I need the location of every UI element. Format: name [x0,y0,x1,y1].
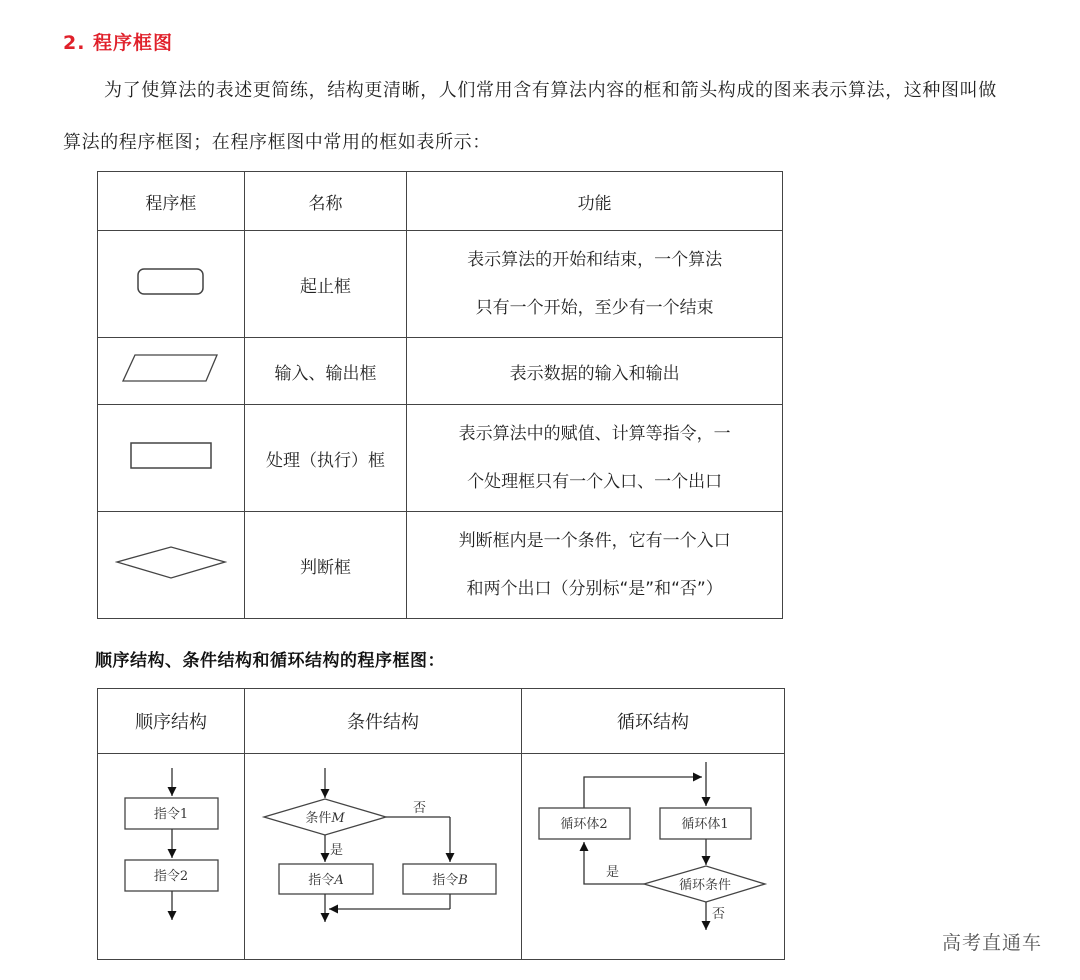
table-row [98,338,783,405]
section-heading: 2. 程序框图 [63,32,174,54]
function-line: 判断框内是一个条件，它有一个入口 [458,531,731,551]
table-header-row [98,172,783,231]
function-line: 表示算法中的赋值、计算等指令，一 [458,424,731,444]
table-row [98,754,785,960]
sequence-diagram-cell [98,754,245,960]
parallelogram-icon [121,353,221,385]
header-loop: 循环结构 [522,689,785,754]
box-b-label: 指令B [432,873,468,888]
function-line: 只有一个开始，至少有一个结束 [475,298,714,318]
rectangle-icon [129,441,213,471]
no-label: 否 [413,801,427,816]
intro-paragraph-line2: 算法的程序框图；在程序框图中常用的框如表所示： [63,132,491,153]
yes-label: 是 [330,843,344,858]
frames-table [97,171,783,619]
frame-function [407,512,783,619]
structures-table [97,688,785,960]
header-sequence: 顺序结构 [98,689,245,754]
shape-cell [98,512,245,619]
loop-condition-label: 循环条件 [678,878,732,893]
watermark: 高考直通车 [942,932,1043,954]
sequence-flowchart [98,754,244,954]
sequence-box1-label: 指令1 [153,807,189,822]
shape-cell [98,405,245,512]
conditional-flowchart [245,754,521,954]
loop-body2-label: 循环体2 [560,817,608,832]
loop-no-label: 否 [712,907,726,922]
frame-function [407,231,783,338]
header-conditional: 条件结构 [245,689,522,754]
table-row [98,405,783,512]
intro-paragraph-line1: 为了使算法的表述更简练，结构更清晰，人们常用含有算法内容的框和箭头构成的图来表示算法，这种图叫做 [104,80,997,101]
header-frame: 程序框 [98,172,245,231]
sequence-box2-label: 指令2 [153,869,189,884]
loop-body1-label: 循环体1 [681,817,729,832]
loop-diagram-cell [522,754,785,960]
header-function: 功能 [407,172,783,231]
loop-flowchart [522,754,784,954]
header-name: 名称 [244,172,406,231]
diamond-icon [115,545,227,581]
structures-subheading: 顺序结构、条件结构和循环结构的程序框图： [95,651,445,671]
conditional-diagram-cell [245,754,522,960]
frame-function [407,405,783,512]
rounded-rect-icon [136,267,206,297]
frame-name: 输入、输出框 [244,338,406,405]
frame-function: 表示数据的输入和输出 [407,338,783,405]
shape-cell [98,231,245,338]
table-header-row [98,689,785,754]
function-line: 表示算法的开始和结束，一个算法 [467,250,723,270]
frame-name: 起止框 [244,231,406,338]
condition-label: 条件M [305,811,345,826]
loop-yes-label: 是 [606,865,620,880]
table-row [98,512,783,619]
function-line: 和两个出口（分别标“是”和“否”） [466,579,723,599]
box-a-label: 指令A [308,873,344,888]
function-line: 个处理框只有一个入口、一个出口 [467,472,723,492]
table-row [98,231,783,338]
frame-name: 处理（执行）框 [244,405,406,512]
frame-name: 判断框 [244,512,406,619]
shape-cell [98,338,245,405]
